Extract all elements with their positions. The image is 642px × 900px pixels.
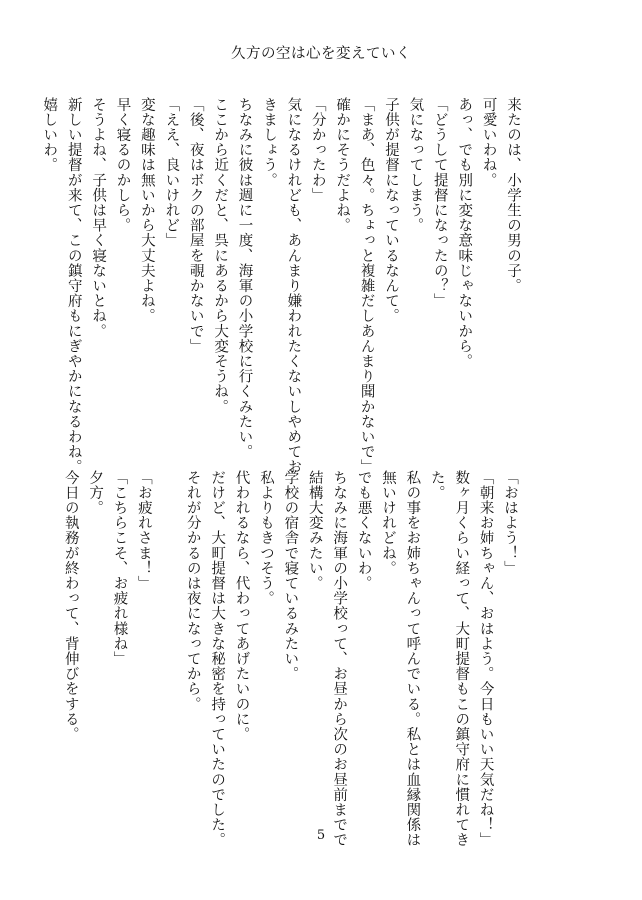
text-line: ここから近くだと、呉にあるから大変そうね。 [212,97,229,415]
page-number: 5 [316,828,326,843]
text-line: 来たのは、小学生の男の子。 [505,97,521,294]
text-line: 「どうして提督になったの？」 [431,97,448,309]
text-line: ちなみに彼は週に一度、海軍の小学校に行くみたい。 [236,97,253,460]
text-line: 「おはよう！」 [502,470,518,576]
text-line: 早く寝るのかしら。 [114,97,131,233]
text-line: 数ヶ月くらい経って、大町提督もこの鎮守府に慣れてき [453,470,470,848]
text-line: 「こちらこそ、お疲れ様ね」 [111,470,128,667]
text-line: 今日の執務が終わって、背伸びをする。 [62,470,79,742]
text-line: 「お疲れさま！」 [135,470,152,591]
text-line: そうよね、子供は早く寝ないとね。 [90,97,107,339]
running-header: 久方の空は心を変えていく [231,46,411,62]
text-block-upper [37,97,525,475]
text-line: あっ、でも別に変な意味じゃないから。 [456,97,473,369]
text-line: 学校の宿舎で寝ているみたい。 [282,470,299,682]
text-line: ちなみに海軍の小学校って、お昼から次のお昼前までで [331,470,348,848]
text-line: 嬉しいわ。 [41,97,58,173]
text-line: でも悪くないわ。 [355,470,372,591]
text-line: 夕方。 [87,470,104,516]
text-line: 「分かったわ」 [309,97,326,203]
text-line: 代われるなら、代わってあげたいのに。 [233,470,250,742]
text-block-lower [58,470,522,848]
text-line: 変な趣味は無いから大丈夫よね。 [138,97,155,324]
text-line: 子供が提督になっているなんて。 [382,97,399,324]
text-line: 新しい提督が来て、この鎮守府もにぎやかになるわね。 [65,97,82,475]
text-line: 気になるけれども、あんまり嫌われたくないしやめてお [285,97,302,475]
text-line: 「後、夜はボクの部屋を覗かないで」 [187,97,204,354]
text-line: 可愛いわね。 [480,97,497,188]
text-line: 「まあ、色々。ちょっと複雑だしあんまり聞かないで」 [358,97,375,475]
text-line: きましょう。 [260,97,277,188]
text-line: 私の事をお姉ちゃんって呼んでいる。私とは血縁関係は [404,470,421,848]
text-line [156,470,180,800]
text-line: 私よりもきつそう。 [257,470,274,606]
text-line: 「朝来お姉ちゃん、おはよう。今日もいい天気だね！」 [477,470,494,848]
text-line: 無いけれどね。 [379,470,396,576]
text-line: 「ええ、良いけれど」 [163,97,180,248]
text-line: 気になってしまう。 [407,97,424,233]
text-line: 結構大変みたい。 [306,470,323,591]
text-line: 確かにそうだよね。 [334,97,351,233]
text-line: だけど、大町提督は大きな秘密を持っていたのでした。 [209,470,226,848]
text-line: た。 [428,470,445,501]
text-line: それが分かるのは夜になってから。 [184,470,201,712]
